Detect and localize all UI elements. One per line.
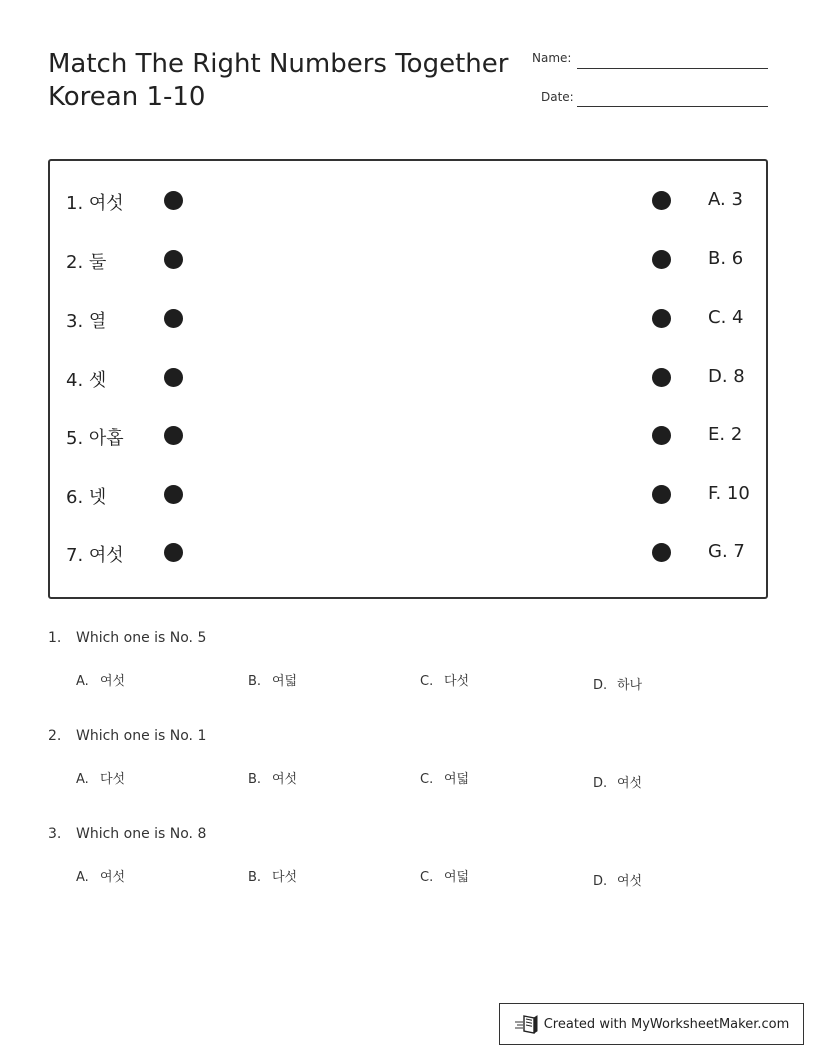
left-match-dot[interactable] bbox=[164, 368, 183, 387]
match-right-label: C. 4 bbox=[708, 307, 744, 328]
question-text bbox=[48, 728, 206, 744]
left-match-dot[interactable] bbox=[164, 543, 183, 562]
left-match-dot[interactable] bbox=[164, 485, 183, 504]
answer-option-d[interactable]: D. 하나 bbox=[593, 678, 643, 693]
match-left-label: 1. 여섯 bbox=[66, 193, 124, 214]
worksheet-title bbox=[48, 48, 508, 114]
answer-option-c[interactable]: C. 여덟 bbox=[420, 870, 470, 885]
answer-option-c[interactable]: C. 다섯 bbox=[420, 674, 470, 689]
footer-credit[interactable] bbox=[499, 1003, 804, 1045]
question-prompt: Which one is No. 5 bbox=[76, 630, 207, 646]
match-row bbox=[50, 539, 766, 569]
question-number: 3. bbox=[48, 826, 62, 842]
match-left-label: 7. 여섯 bbox=[66, 545, 124, 566]
match-right-label: F. 10 bbox=[708, 483, 750, 504]
match-row bbox=[50, 305, 766, 335]
right-match-dot[interactable] bbox=[652, 309, 671, 328]
right-match-dot[interactable] bbox=[652, 485, 671, 504]
question-number: 2. bbox=[48, 728, 62, 744]
right-match-dot[interactable] bbox=[652, 426, 671, 445]
question-prompt: Which one is No. 1 bbox=[76, 728, 207, 744]
answer-option-b[interactable]: B. 여섯 bbox=[248, 772, 298, 787]
left-match-dot[interactable] bbox=[164, 426, 183, 445]
match-right-label: D. 8 bbox=[708, 366, 745, 387]
match-left-label: 6. 넷 bbox=[66, 487, 107, 508]
title-line-2: Korean 1-10 bbox=[48, 82, 206, 112]
answer-option-d[interactable]: D. 여섯 bbox=[593, 776, 643, 791]
match-row bbox=[50, 187, 766, 217]
match-right-label: A. 3 bbox=[708, 189, 743, 210]
left-match-dot[interactable] bbox=[164, 191, 183, 210]
name-label: Name: bbox=[532, 51, 572, 65]
answer-option-d[interactable]: D. 여섯 bbox=[593, 874, 643, 889]
match-right-label: E. 2 bbox=[708, 424, 743, 445]
match-row bbox=[50, 364, 766, 394]
match-right-label: B. 6 bbox=[708, 248, 744, 269]
answer-option-b[interactable]: B. 여덟 bbox=[248, 674, 298, 689]
question-number: 1. bbox=[48, 630, 62, 646]
answer-option-a[interactable]: A. 여섯 bbox=[76, 674, 126, 689]
match-row bbox=[50, 246, 766, 276]
title-line-1: Match The Right Numbers Together bbox=[48, 49, 509, 79]
match-row bbox=[50, 422, 766, 452]
right-match-dot[interactable] bbox=[652, 368, 671, 387]
question-text bbox=[48, 630, 206, 646]
match-row bbox=[50, 481, 766, 511]
right-match-dot[interactable] bbox=[652, 543, 671, 562]
match-right-label: G. 7 bbox=[708, 541, 745, 562]
matching-box bbox=[48, 159, 768, 599]
worksheet-maker-logo-icon bbox=[514, 1013, 540, 1035]
match-left-label: 3. 열 bbox=[66, 311, 107, 332]
right-match-dot[interactable] bbox=[652, 250, 671, 269]
date-field-line[interactable] bbox=[577, 106, 768, 107]
date-label: Date: bbox=[541, 90, 574, 104]
footer-text: Created with MyWorksheetMaker.com bbox=[543, 1016, 790, 1032]
right-match-dot[interactable] bbox=[652, 191, 671, 210]
question-prompt: Which one is No. 8 bbox=[76, 826, 207, 842]
answer-option-a[interactable]: A. 다섯 bbox=[76, 772, 126, 787]
match-left-label: 4. 셋 bbox=[66, 370, 107, 391]
answer-option-c[interactable]: C. 여덟 bbox=[420, 772, 470, 787]
question-text bbox=[48, 826, 206, 842]
answer-option-b[interactable]: B. 다섯 bbox=[248, 870, 298, 885]
left-match-dot[interactable] bbox=[164, 250, 183, 269]
match-left-label: 2. 둘 bbox=[66, 252, 107, 273]
left-match-dot[interactable] bbox=[164, 309, 183, 328]
match-left-label: 5. 아홉 bbox=[66, 428, 124, 449]
answer-option-a[interactable]: A. 여섯 bbox=[76, 870, 126, 885]
name-field-line[interactable] bbox=[577, 68, 768, 69]
